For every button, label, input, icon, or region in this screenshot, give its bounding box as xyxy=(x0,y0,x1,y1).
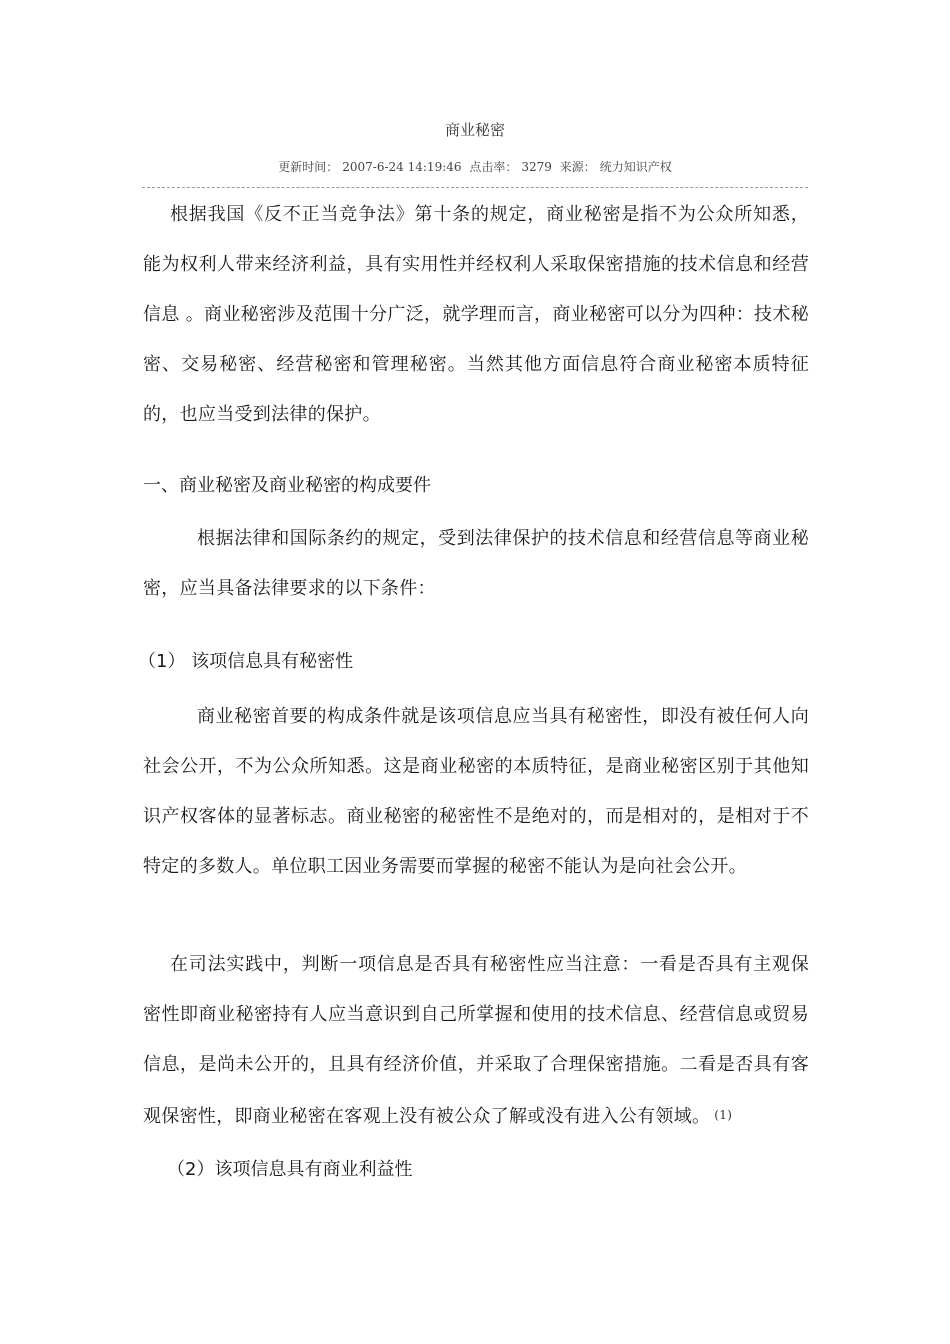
article-title: 商业秘密 xyxy=(444,121,505,139)
intro-paragraph: 根据我国《反不正当竞争法》第十条的规定，商业秘密是指不为公众所知悉，能为权利人带来经济利益，具有实用性并经权利人采取保密措施的技术信息和经营信息 。商业秘密涉及范围十分广泛，就学理而言，商业秘密可以分为四种：技术秘密、交易秘密、经营秘密和管理秘密。当然其他方面信息符合商业秘密本质特征的，也应当受到法律的保护。 xyxy=(143,204,809,425)
source-value: 统力知识产权 xyxy=(599,160,672,174)
footnote-reference: (1) xyxy=(714,1108,733,1122)
updated-label: 更新时间： xyxy=(278,160,339,174)
clicks-label: 点击率： xyxy=(469,160,518,174)
condition-1-paragraph-2 xyxy=(143,940,809,1142)
header-divider xyxy=(142,187,808,188)
updated-value: 2007-6-24 14:19:46 xyxy=(342,160,462,174)
section-1-intro-paragraph: 根据法律和国际条约的规定，受到法律保护的技术信息和经营信息等商业秘密，应当具备法律要求的以下条件： xyxy=(143,528,809,599)
condition-1-paragraph-2-text: 在司法实践中，判断一项信息是否具有秘密性应当注意：一看是否具有主观保密性即商业秘密持有人应当意识到自己所掌握和使用的技术信息、经营信息或贸易信息，是尚未公开的，且具有经济价值，并采取了合理保密措施。二看是否具有客观保密性，即商业秘密在客观上没有被公众了解或没有进入公有领域。 xyxy=(143,954,809,1127)
condition-2-heading: （2）该项信息具有商业利益性 xyxy=(167,1159,413,1180)
condition-1-heading: （1） 该项信息具有秘密性 xyxy=(138,651,354,672)
clicks-value: 3279 xyxy=(521,160,552,174)
condition-1-paragraph-1: 商业秘密首要的构成条件就是该项信息应当具有秘密性，即没有被任何人向社会公开，不为公众所知悉。这是商业秘密的本质特征，是商业秘密区别于其他知识产权客体的显著标志。商业秘密的秘密性不是绝对的，而是相对的，是相对于不特定的多数人。单位职工因业务需要而掌握的秘密不能认为是向社会公开。 xyxy=(143,706,809,877)
section-1-heading: 一、商业秘密及商业秘密的构成要件 xyxy=(143,475,431,496)
source-label: 来源： xyxy=(559,160,596,174)
article-meta xyxy=(0,158,950,175)
